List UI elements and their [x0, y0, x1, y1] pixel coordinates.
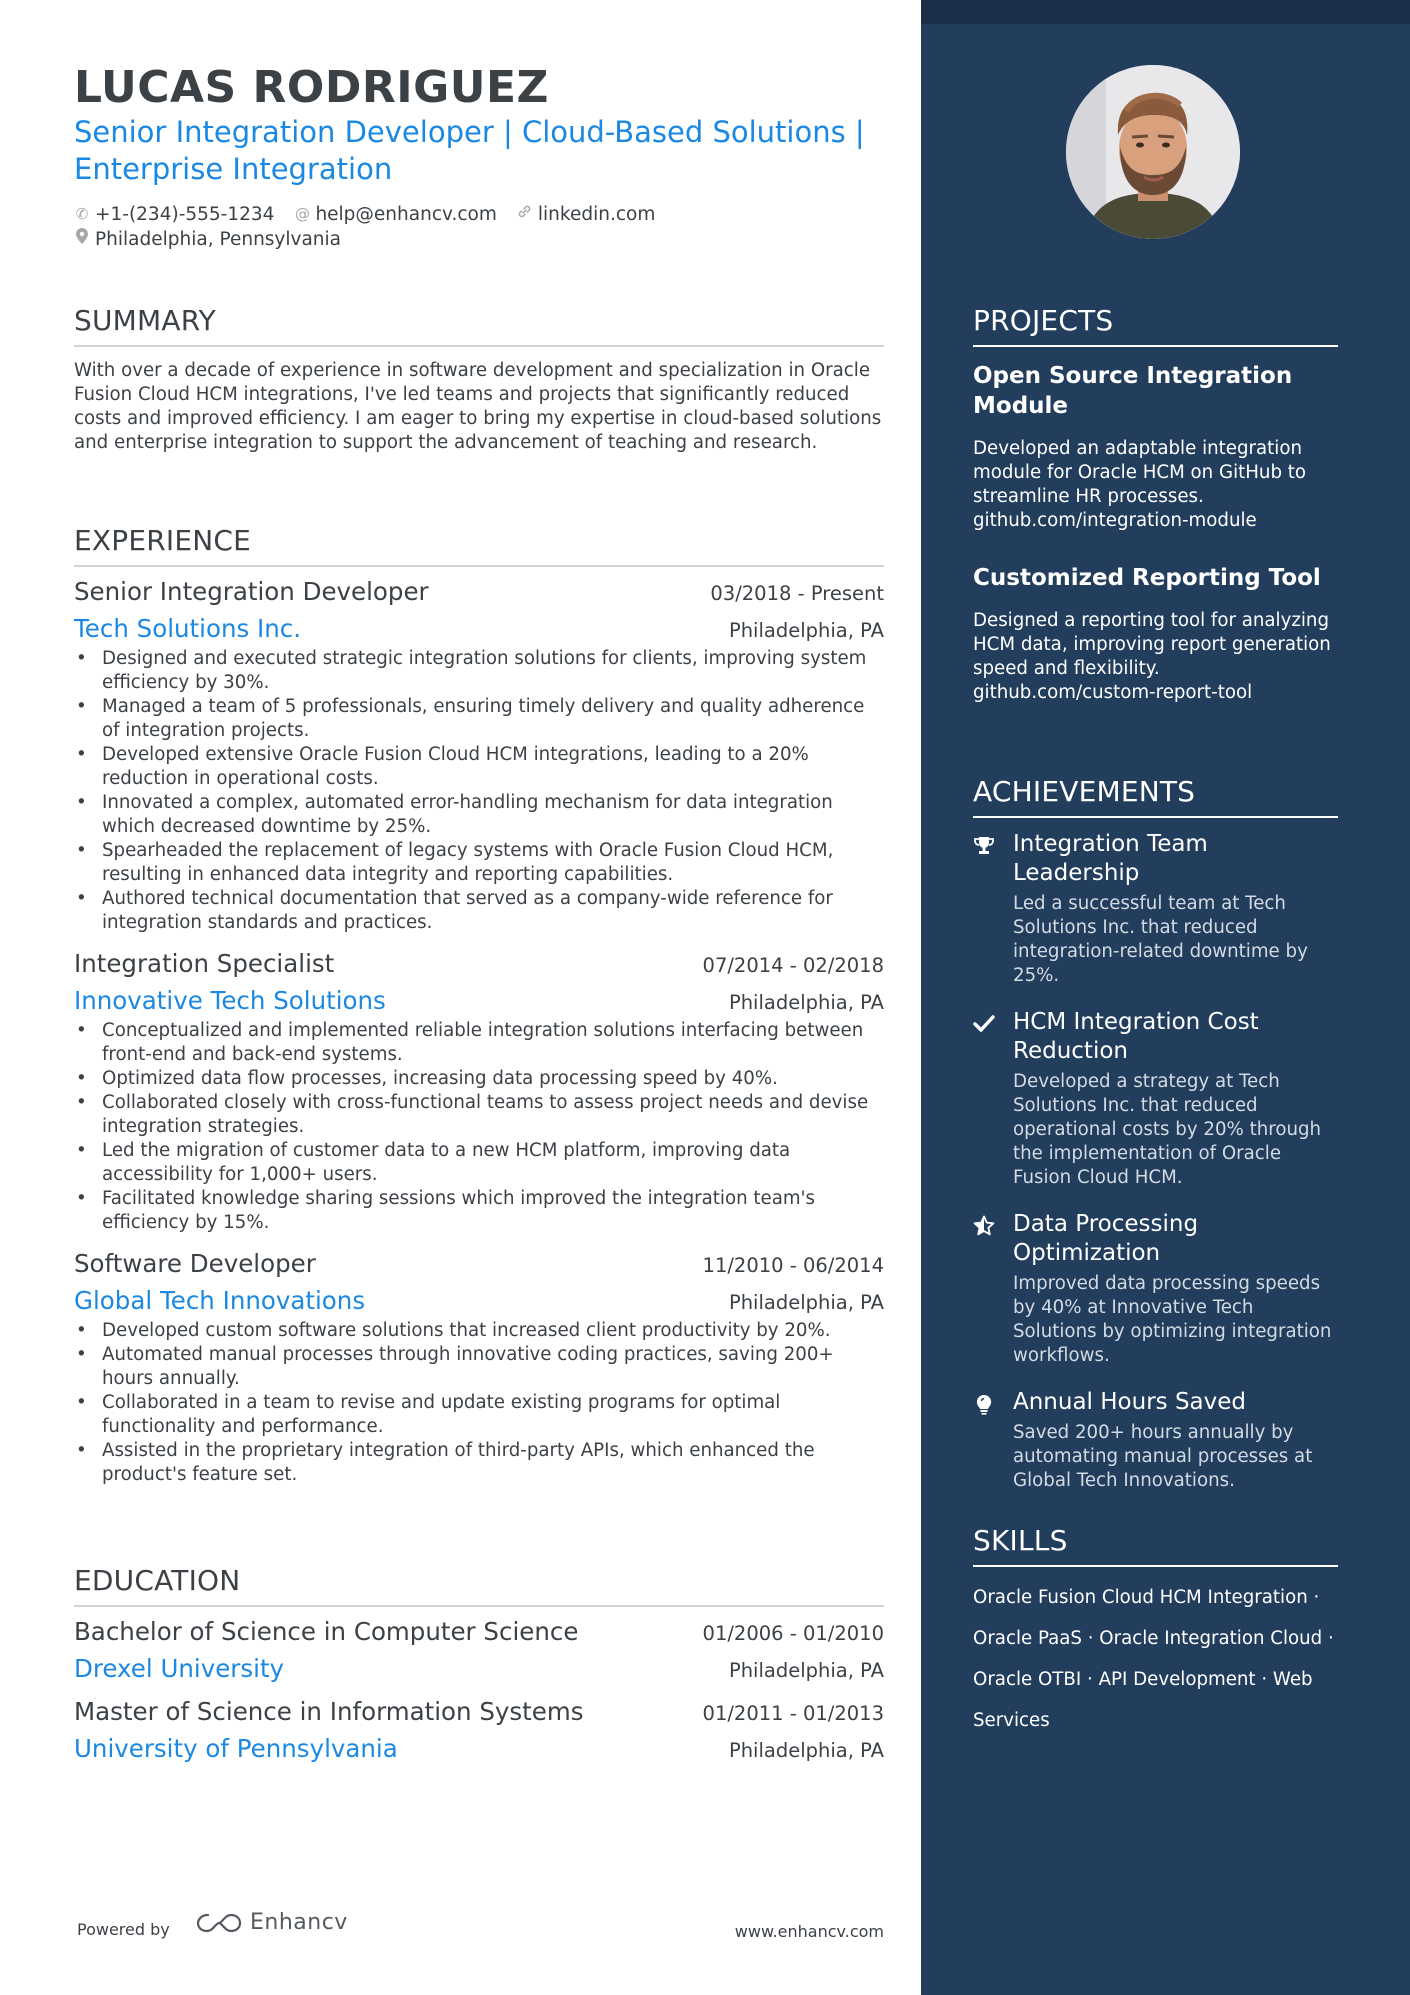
section-title: EXPERIENCE [74, 524, 884, 567]
bullet-item: • Authored technical documentation that served as a company-wide reference for integration standards and practices. [74, 887, 884, 935]
bullet-item: • Optimized data flow processes, increasing data processing speed by 40%. [74, 1067, 884, 1091]
job-title: Senior Integration Developer [74, 577, 429, 606]
achievement-entry [973, 1008, 1338, 1190]
project-description: Developed an adaptable integration module for Oracle HCM on GitHub to streamline HR processes. github.com/integration-module [973, 438, 1307, 531]
job-location: Philadelphia, PA [728, 1291, 884, 1314]
achievement-entry [973, 830, 1338, 988]
phone-icon: ✆ [75, 205, 89, 223]
education-location: Philadelphia, PA [728, 1739, 884, 1762]
sidebar-top-band [921, 0, 1410, 24]
bullet-item: • Developed custom software solutions that increased client productivity by 20%. [74, 1319, 884, 1343]
location-contact [74, 227, 341, 252]
education-dates: 01/2006 - 01/2010 [702, 1622, 884, 1645]
school-name: Drexel University [74, 1654, 285, 1683]
bullet-item: • Developed extensive Oracle Fusion Cloud HCM integrations, leading to a 20% reduction in operational costs. [74, 743, 884, 791]
education-dates: 01/2011 - 01/2013 [702, 1702, 884, 1725]
summary-text: With over a decade of experience in software development and specialization in Oracle Fusion Cloud HCM integrations, I've led teams and projects that significantly reduced costs and improved efficiency. I am eager to bring my expertise in cloud-based solutions and enterprise integration to support the advancement of teaching and research. [74, 360, 882, 453]
bullet-item: • Designed and executed strategic integration solutions for clients, improving system efficiency by 30%. [74, 647, 884, 695]
achievement-title: Annual Hours Saved [1013, 1389, 1247, 1415]
summary-section [74, 304, 884, 455]
at-icon: @ [294, 205, 310, 223]
job-title: Software Developer [74, 1249, 316, 1278]
footer [74, 1910, 884, 1956]
email-text: help@enhancv.com [315, 204, 497, 225]
location-pin-icon [74, 227, 90, 252]
job-bullets [74, 1319, 884, 1487]
lightbulb-icon [973, 1388, 1013, 1493]
portrait-image [1066, 65, 1240, 239]
job-dates: 03/2018 - Present [710, 582, 884, 605]
achievement-description: Saved 200+ hours annually by automating manual processes at Global Tech Innovations. [1013, 1422, 1313, 1491]
phone-contact[interactable] [74, 202, 274, 227]
powered-by-label: Powered by [77, 1920, 170, 1939]
checkmark-icon [973, 1008, 1013, 1190]
linkedin-text: linkedin.com [537, 204, 656, 225]
bullet-item: • Managed a team of 5 professionals, ensuring timely delivery and quality adherence of integration projects. [74, 695, 884, 743]
job-entry [74, 1249, 884, 1487]
link-icon [517, 202, 533, 227]
location-text: Philadelphia, Pennsylvania [95, 229, 342, 250]
skills-section [973, 1524, 1338, 1741]
achievement-entry [973, 1210, 1338, 1368]
bullet-item: • Assisted in the proprietary integration of third-party APIs, which enhanced the product's feature set. [74, 1439, 884, 1487]
job-dates: 07/2014 - 02/2018 [702, 954, 884, 977]
education-section [74, 1564, 884, 1763]
achievement-title: HCM Integration Cost Reduction [1013, 1009, 1259, 1064]
enhancv-logo[interactable] [196, 1910, 348, 1935]
project-entry [973, 563, 1338, 705]
degree-title: Bachelor of Science in Computer Science [74, 1617, 579, 1646]
job-dates: 11/2010 - 06/2014 [702, 1254, 884, 1277]
phone-text: +1-(234)-555-1234 [95, 204, 275, 225]
job-location: Philadelphia, PA [728, 991, 884, 1014]
skills-list: Oracle Fusion Cloud HCM Integration · Oracle PaaS · Oracle Integration Cloud · Oracle OTBI · API Development · Web Services [973, 1587, 1334, 1731]
achievement-title: Data Processing Optimization [1013, 1211, 1199, 1266]
star-icon [973, 1210, 1013, 1368]
project-title: Open Source Integration Module [973, 363, 1293, 419]
section-title: ACHIEVEMENTS [973, 775, 1338, 818]
enhancv-logo-icon [196, 1911, 242, 1935]
achievement-entry [973, 1388, 1338, 1493]
trophy-icon [973, 830, 1013, 988]
project-description: Designed a reporting tool for analyzing HCM data, improving report generation speed and flexibility. github.com/custom-report-tool [973, 610, 1331, 703]
achievement-description: Led a successful team at Tech Solutions Inc. that reduced integration-related downtime by 25%. [1013, 893, 1308, 986]
job-entry [74, 949, 884, 1235]
section-title: SUMMARY [74, 304, 884, 347]
company-name: Innovative Tech Solutions [74, 986, 386, 1015]
bullet-item: • Facilitated knowledge sharing sessions which improved the integration team's efficiency by 15%. [74, 1187, 884, 1235]
experience-section [74, 524, 884, 1487]
bullet-item: • Spearheaded the replacement of legacy systems with Oracle Fusion Cloud HCM, resulting in enhanced data integrity and reporting capabilities. [74, 839, 884, 887]
contact-info [74, 202, 655, 252]
email-contact[interactable] [294, 202, 496, 227]
section-title: SKILLS [973, 1524, 1338, 1567]
job-title: Integration Specialist [74, 949, 335, 978]
achievements-section [973, 775, 1338, 1493]
profile-photo [1066, 65, 1240, 239]
section-title: EDUCATION [74, 1564, 884, 1607]
job-bullets [74, 647, 884, 935]
projects-section [973, 304, 1338, 705]
education-entry [74, 1617, 884, 1683]
bullet-item: • Collaborated closely with cross-functional teams to assess project needs and devise integration strategies. [74, 1091, 884, 1139]
education-location: Philadelphia, PA [728, 1659, 884, 1682]
job-bullets [74, 1019, 884, 1235]
bullet-item: • Innovated a complex, automated error-handling mechanism for data integration which decreased downtime by 25%. [74, 791, 884, 839]
bullet-item: • Collaborated in a team to revise and update existing programs for optimal functionality and performance. [74, 1391, 884, 1439]
job-location: Philadelphia, PA [728, 619, 884, 642]
bullet-item: • Automated manual processes through innovative coding practices, saving 200+ hours annually. [74, 1343, 884, 1391]
candidate-name: LUCAS RODRIGUEZ [74, 62, 549, 113]
footer-website[interactable]: www.enhancv.com [734, 1922, 884, 1941]
achievement-title: Integration Team Leadership [1013, 831, 1208, 886]
enhancv-brand-text: Enhancv [250, 1910, 348, 1935]
project-entry [973, 361, 1338, 533]
company-name: Global Tech Innovations [74, 1286, 366, 1315]
job-entry [74, 577, 884, 935]
linkedin-contact[interactable] [517, 202, 655, 227]
education-entry [74, 1697, 884, 1763]
achievement-description: Developed a strategy at Tech Solutions Inc. that reduced operational costs by 20% through the implementation of Oracle Fusion Cloud HCM. [1013, 1071, 1322, 1188]
school-name: University of Pennsylvania [74, 1734, 398, 1763]
section-title: PROJECTS [973, 304, 1338, 347]
bullet-item: • Led the migration of customer data to a new HCM platform, improving data accessibility for 1,000+ users. [74, 1139, 884, 1187]
project-title: Customized Reporting Tool [973, 565, 1321, 591]
company-name: Tech Solutions Inc. [74, 614, 302, 643]
bullet-item: • Conceptualized and implemented reliable integration solutions interfacing between front-end and back-end systems. [74, 1019, 884, 1067]
degree-title: Master of Science in Information Systems [74, 1697, 584, 1726]
achievement-description: Improved data processing speeds by 40% at Innovative Tech Solutions by optimizing integration workflows. [1013, 1273, 1332, 1366]
sidebar [921, 0, 1410, 1995]
headline: Senior Integration Developer | Cloud-Based Solutions | Enterprise Integration [74, 115, 865, 186]
